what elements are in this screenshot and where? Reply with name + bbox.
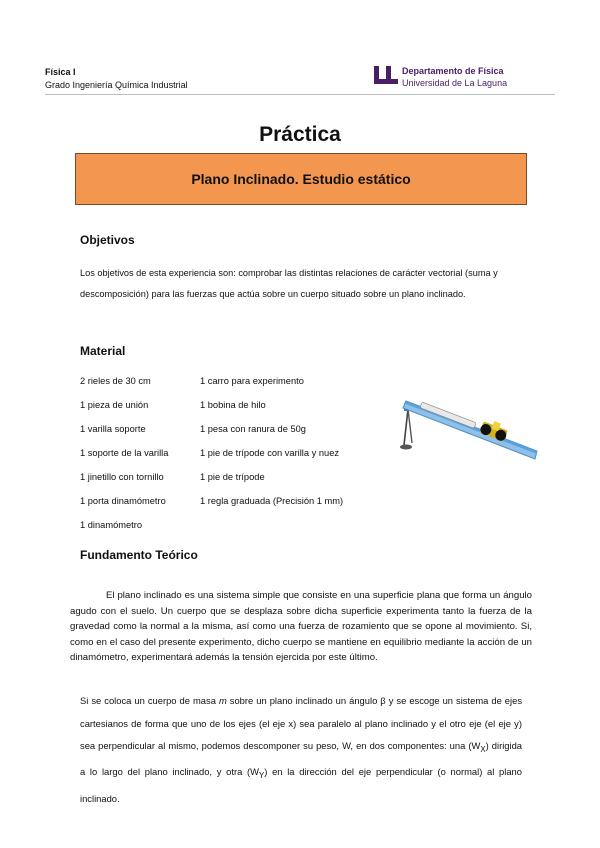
material-item: 1 soporte de la varilla xyxy=(80,448,169,458)
material-item: 1 jinetillo con tornillo xyxy=(80,472,164,482)
header-divider xyxy=(45,94,555,95)
fundamento-heading: Fundamento Teórico xyxy=(80,548,198,562)
mass-symbol: m xyxy=(218,695,227,706)
page-title: Práctica xyxy=(259,123,341,146)
material-item: 1 pie de trípode con varilla y nuez xyxy=(200,448,340,458)
inclined-plane-apparatus-icon xyxy=(392,377,542,467)
fundamento-paragraph-1 xyxy=(70,588,532,666)
practice-title: Plano Inclinado. Estudio estático xyxy=(191,171,411,187)
degree-name: Grado Ingeniería Química Industrial xyxy=(45,80,188,90)
material-item: 1 pieza de unión xyxy=(80,400,149,410)
practice-title-banner xyxy=(75,153,527,205)
material-item: 1 bobina de hilo xyxy=(200,400,266,410)
material-item: 1 porta dinamómetro xyxy=(80,496,166,506)
material-item: 1 regla graduada (Precisión 1 mm) xyxy=(200,496,344,506)
material-item: 1 varilla soporte xyxy=(80,424,146,434)
fundamento-paragraph-1-text: El plano inclinado es una sistema simple que consiste en una superficie plana que forma un ángulo agudo con el suelo. Un cuerpo que se desplaza sobre dicha superficie experimenta tanto la fuerza de la gravedad como la normal a la misma, así como una fuerza de rozamiento que se opone al movimiento. Si, como en el caso del presente experimento, dicho cuerpo se mantiene en equilibrio mediante la acción de un dinamómetro, experimentará además la tensión ejercida por este último. xyxy=(70,590,532,664)
material-item: 1 pesa con ranura de 50g xyxy=(200,424,306,434)
document-header xyxy=(45,66,188,92)
paragraph-text: ) dirigida a lo largo del plano inclinado, y otra (W xyxy=(80,740,522,778)
subscript-x: X xyxy=(480,744,486,754)
fundamento-paragraph-2 xyxy=(80,690,522,810)
course-name: Física I xyxy=(45,67,76,77)
paragraph-text: ) en la dirección del eje perpendicular (o normal) al plano inclinado. xyxy=(80,766,522,804)
material-item: 2 rieles de 30 cm xyxy=(80,376,151,386)
material-heading: Material xyxy=(80,344,126,358)
material-item: 1 pie de trípode xyxy=(200,472,265,482)
objetivos-heading: Objetivos xyxy=(80,233,135,247)
material-item: 1 carro para experimento xyxy=(200,376,304,386)
subscript-y: Y xyxy=(259,771,265,781)
paragraph-text: sobre un plano inclinado un ángulo β y se escoge un sistema de ejes cartesianos de forma que uno de los ejes (el eje x) sea paralelo al plano inclinado y el otro eje (el eje y) sea perpendicular al mismo, podemos descomponer su peso, W, en dos componentes: una (W xyxy=(80,695,523,751)
department-name: Departamento de Física xyxy=(402,66,504,76)
material-item: 1 dinamómetro xyxy=(80,520,143,530)
university-name: Universidad de La Laguna xyxy=(402,78,508,88)
objetivos-text: Los objetivos de esta experiencia son: comprobar las distintas relaciones de carácter vectorial (suma y descomposición) para las fuerzas que actúa sobre un cuerpo situado sobre un plano inclinado. xyxy=(80,268,498,299)
paragraph-text: Si se coloca un cuerpo de masa xyxy=(80,695,219,706)
